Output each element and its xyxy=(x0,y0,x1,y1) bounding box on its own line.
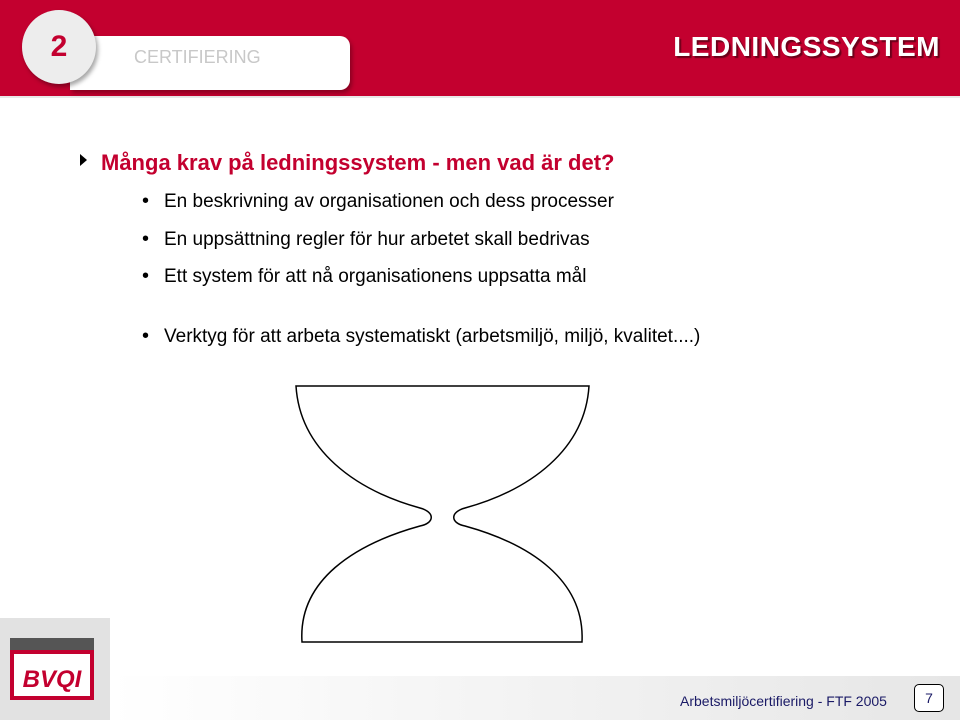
sub-bullet-text: Ett system för att nå organisationens uppsatta mål xyxy=(164,265,587,287)
sub-bullet-4 xyxy=(142,325,700,348)
dot-bullet-icon: • xyxy=(142,265,150,287)
dot-bullet-icon: • xyxy=(142,325,150,347)
dot-bullet-icon: • xyxy=(142,228,150,250)
main-bullet-text: Många krav på ledningssystem - men vad är det? xyxy=(101,150,615,175)
slide-title: LEDNINGSSYSTEM xyxy=(673,31,940,62)
sub-bullet-text: En uppsättning regler för hur arbetet skall bedrivas xyxy=(164,228,590,250)
sub-bullet-2 xyxy=(142,228,590,251)
bvqi-logo xyxy=(10,638,94,700)
arrow-bullet-icon xyxy=(80,154,87,166)
hourglass-shape xyxy=(290,380,600,650)
main-bullet xyxy=(80,150,615,176)
dot-bullet-icon: • xyxy=(142,190,150,212)
section-number: 2 xyxy=(22,10,96,84)
sub-bullet-text: Verktyg för att arbeta systematiskt (arbetsmiljö, miljö, kvalitet....) xyxy=(164,325,701,347)
sub-bullet-text: En beskrivning av organisationen och dess processer xyxy=(164,190,614,212)
header-divider xyxy=(0,96,960,98)
sub-bullet-1 xyxy=(142,190,614,213)
section-label: CERTIFIERING xyxy=(134,47,261,67)
sub-bullet-3 xyxy=(142,265,586,288)
footer-text: Arbetsmiljöcertifiering - FTF 2005 xyxy=(680,693,887,709)
page-number: 7 xyxy=(914,684,944,712)
logo-text: BVQI xyxy=(22,666,82,693)
